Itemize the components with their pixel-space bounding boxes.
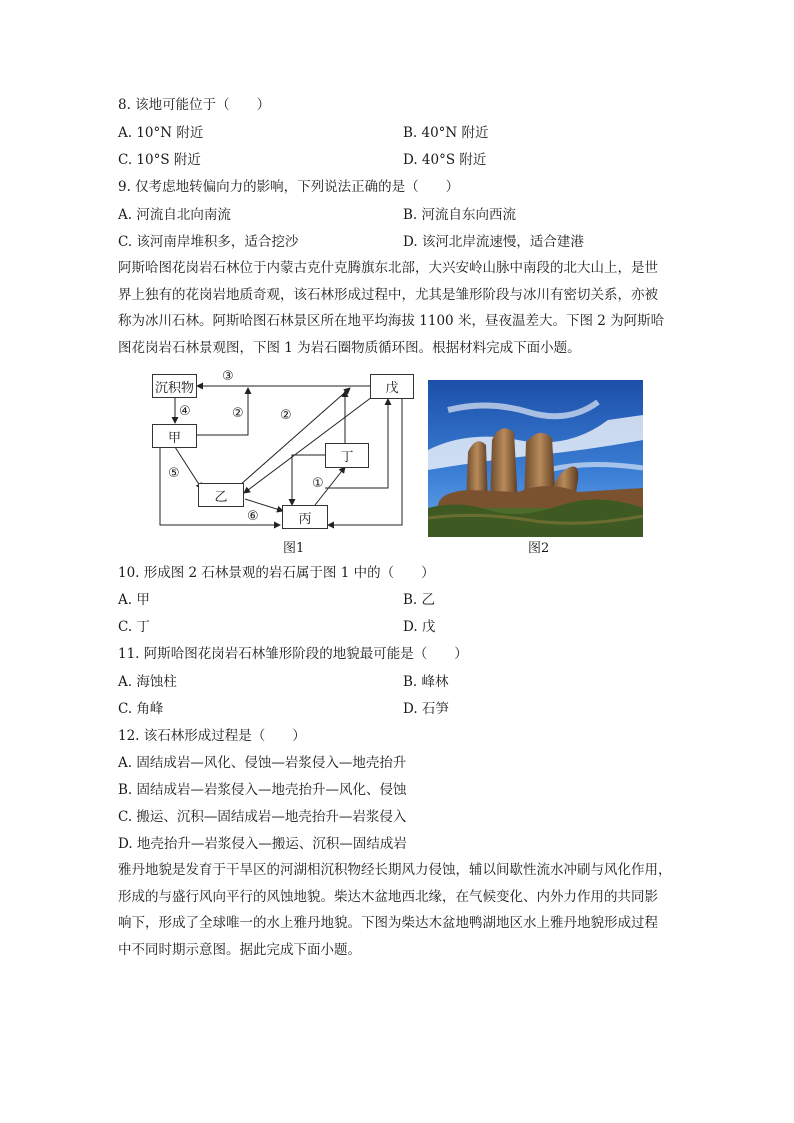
q12-stem: 12. 该石林形成过程是（ ） xyxy=(118,728,306,744)
label-5: ⑤ xyxy=(168,466,180,481)
q12-option-c: C. 搬运、沉积—固结成岩—地壳抬升—岩浆侵入 xyxy=(118,809,407,825)
figure2-photo xyxy=(428,380,643,537)
q10-option-a: A. 甲 xyxy=(118,592,150,608)
label-1: ① xyxy=(312,476,324,491)
passage-line: 中不同时期示意图。据此完成下面小题。 xyxy=(118,941,361,958)
figure1-caption: 图1 xyxy=(283,541,305,556)
q9-option-c: C. 该河南岸堆积多，适合挖沙 xyxy=(118,234,299,250)
q10-option-b: B. 乙 xyxy=(403,592,436,608)
passage-stone-forest xyxy=(118,255,678,361)
passage-yardang xyxy=(118,857,678,963)
q11-option-d: D. 石笋 xyxy=(403,701,449,717)
q12-option-b: B. 固结成岩—岩浆侵入—地壳抬升—风化、侵蚀 xyxy=(118,782,407,798)
q11-option-c: C. 角峰 xyxy=(118,701,164,717)
passage-line: 图花岗岩石林景观图，下图 1 为岩石圈物质循环图。根据材料完成下面小题。 xyxy=(118,339,581,356)
node-sediment: 沉积物 xyxy=(152,374,197,398)
q10-stem: 10. 形成图 2 石林景观的岩石属于图 1 中的（ ） xyxy=(118,565,435,581)
passage-line: 界上独有的花岗岩地质奇观，该石林形成过程中，尤其是雏形阶段与冰川有密切关系，亦被 xyxy=(118,286,658,303)
passage-line: 称为冰川石林。阿斯哈图石林景区所在地平均海拔 1100 米，昼夜温差大。下图 2 为阿斯哈 xyxy=(118,313,665,329)
label-2b: ② xyxy=(280,408,292,423)
figure2-caption: 图2 xyxy=(528,541,550,556)
q11-option-a: A. 海蚀柱 xyxy=(118,674,177,690)
q10-option-c: C. 丁 xyxy=(118,619,150,635)
q9-option-d: D. 该河北岸流速慢，适合建港 xyxy=(403,234,584,250)
q9-option-a: A. 河流自北向南流 xyxy=(118,207,231,223)
passage-line: 形成的与盛行风向平行的风蚀地貌。柴达木盆地西北缘，在气候变化、内外力作用的共同影 xyxy=(118,888,658,905)
passage-line: 雅丹地貌是发育于干旱区的河湖相沉积物经长期风力侵蚀，辅以间歇性流水冲刷与风化作用， xyxy=(118,862,672,878)
node-ding: 丁 xyxy=(325,443,369,468)
figure1-rock-cycle xyxy=(140,365,425,565)
q10-option-d: D. 戊 xyxy=(403,619,436,635)
q8-option-b: B. 40°N 附近 xyxy=(403,125,489,141)
node-bing: 丙 xyxy=(282,505,328,529)
label-2a: ② xyxy=(232,406,244,421)
passage-line: 响下，形成了全球唯一的水上雅丹地貌。下图为柴达木盆地鸭湖地区水上雅丹地貌形成过程 xyxy=(118,915,658,931)
label-6: ⑥ xyxy=(247,509,259,524)
q11-option-b: B. 峰林 xyxy=(403,674,449,690)
q12-option-a: A. 固结成岩—风化、侵蚀—岩浆侵入—地壳抬升 xyxy=(118,755,407,771)
q8-option-d: D. 40°S 附近 xyxy=(403,152,487,168)
passage-line: 阿斯哈图花岗岩石林位于内蒙古克什克腾旗东北部，大兴安岭山脉中南段的北大山上，是世 xyxy=(118,260,658,276)
stone-forest-image xyxy=(428,380,643,537)
q8-stem: 8. 该地可能位于（ ） xyxy=(118,97,271,113)
q8-option-c: C. 10°S 附近 xyxy=(118,152,201,168)
q11-stem: 11. 阿斯哈图花岗岩石林雏形阶段的地貌最可能是（ ） xyxy=(118,646,468,662)
node-wu: 戊 xyxy=(370,374,414,399)
node-jia: 甲 xyxy=(152,424,197,448)
label-3: ③ xyxy=(222,369,234,384)
q8-option-a: A. 10°N 附近 xyxy=(118,125,204,141)
q9-stem: 9. 仅考虑地转偏向力的影响，下列说法正确的是（ ） xyxy=(118,179,460,195)
q9-option-b: B. 河流自东向西流 xyxy=(403,207,517,223)
q12-option-d: D. 地壳抬升—岩浆侵入—搬运、沉积—固结成岩 xyxy=(118,836,407,852)
label-4: ④ xyxy=(179,404,191,419)
node-yi: 乙 xyxy=(198,483,244,507)
